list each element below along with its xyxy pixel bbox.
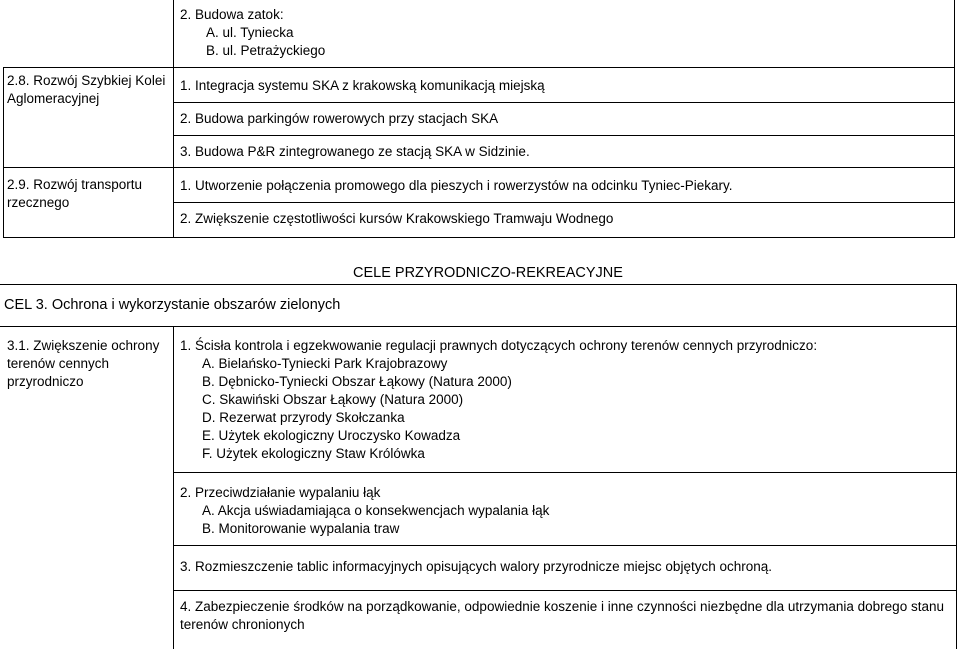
- item1-sub-a: A. Bielańsko-Tyniecki Park Krajobrazowy: [202, 356, 448, 371]
- row1-item1: 1. Integracja systemu SKA z krakowską komunikacją miejską: [180, 78, 545, 93]
- item4-title: 4. Zabezpieczenie środków na porządkowanie, odpowiednie koszenie i inne czynności niezbędne dla utrzymania dobrego stanu terenów chronionych: [180, 599, 944, 632]
- item1-sub-c: C. Skawiński Obszar Łąkowy (Natura 2000): [202, 392, 464, 407]
- row2-item2: 2. Zwiększenie częstotliwości kursów Krakowskiego Tramwaju Wodnego: [180, 211, 614, 226]
- row0-line2: A. ul. Tyniecka: [206, 25, 294, 40]
- item1-title: 1. Ścisła kontrola i egzekwowanie regulacji prawnych dotyczących ochrony terenów cennych przyrodniczo:: [180, 338, 818, 353]
- row1-item3: 3. Budowa P&R zintegrowanego ze stacją SKA w Sidzinie.: [180, 144, 530, 159]
- item2-sub-b: B. Monitorowanie wypalania traw: [202, 521, 400, 536]
- row0-line3: B. ul. Petrażyckiego: [206, 43, 326, 58]
- item1-sub-e: E. Użytek ekologiczny Uroczysko Kowadza: [202, 428, 461, 443]
- item2-sub-a: A. Akcja uświadamiająca o konsekwencjach wypalania łąk: [202, 503, 550, 518]
- bottom-label: 3.1. Zwiększenie ochrony terenów cennych przyrodniczo: [7, 338, 160, 389]
- goal-title: CEL 3. Ochrona i wykorzystanie obszarów zielonych: [4, 297, 341, 313]
- item2-title: 2. Przeciwdziałanie wypalaniu łąk: [180, 485, 381, 500]
- item1-sub-b: B. Dębnicko-Tyniecki Obszar Łąkowy (Natura 2000): [202, 374, 512, 389]
- row2-label: 2.9. Rozwój transportu rzecznego: [7, 177, 143, 210]
- row1-label: 2.8. Rozwój Szybkiej Kolei Aglomeracyjnej: [7, 73, 166, 106]
- row0-line1: 2. Budowa zatok:: [180, 7, 284, 22]
- row1-item2: 2. Budowa parkingów rowerowych przy stacjach SKA: [180, 111, 499, 126]
- row2-item1: 1. Utworzenie połączenia promowego dla pieszych i rowerzystów na odcinku Tyniec-Piekary.: [180, 178, 733, 193]
- item1-sub-d: D. Rezerwat przyrody Skołczanka: [202, 410, 405, 425]
- section-heading: CELE PRZYRODNICZO-REKREACYJNE: [353, 265, 623, 281]
- item3-title: 3. Rozmieszczenie tablic informacyjnych opisujących walory przyrodnicze miejsc objętych ochroną.: [180, 559, 772, 574]
- item1-sub-f: F. Użytek ekologiczny Staw Królówka: [202, 446, 425, 461]
